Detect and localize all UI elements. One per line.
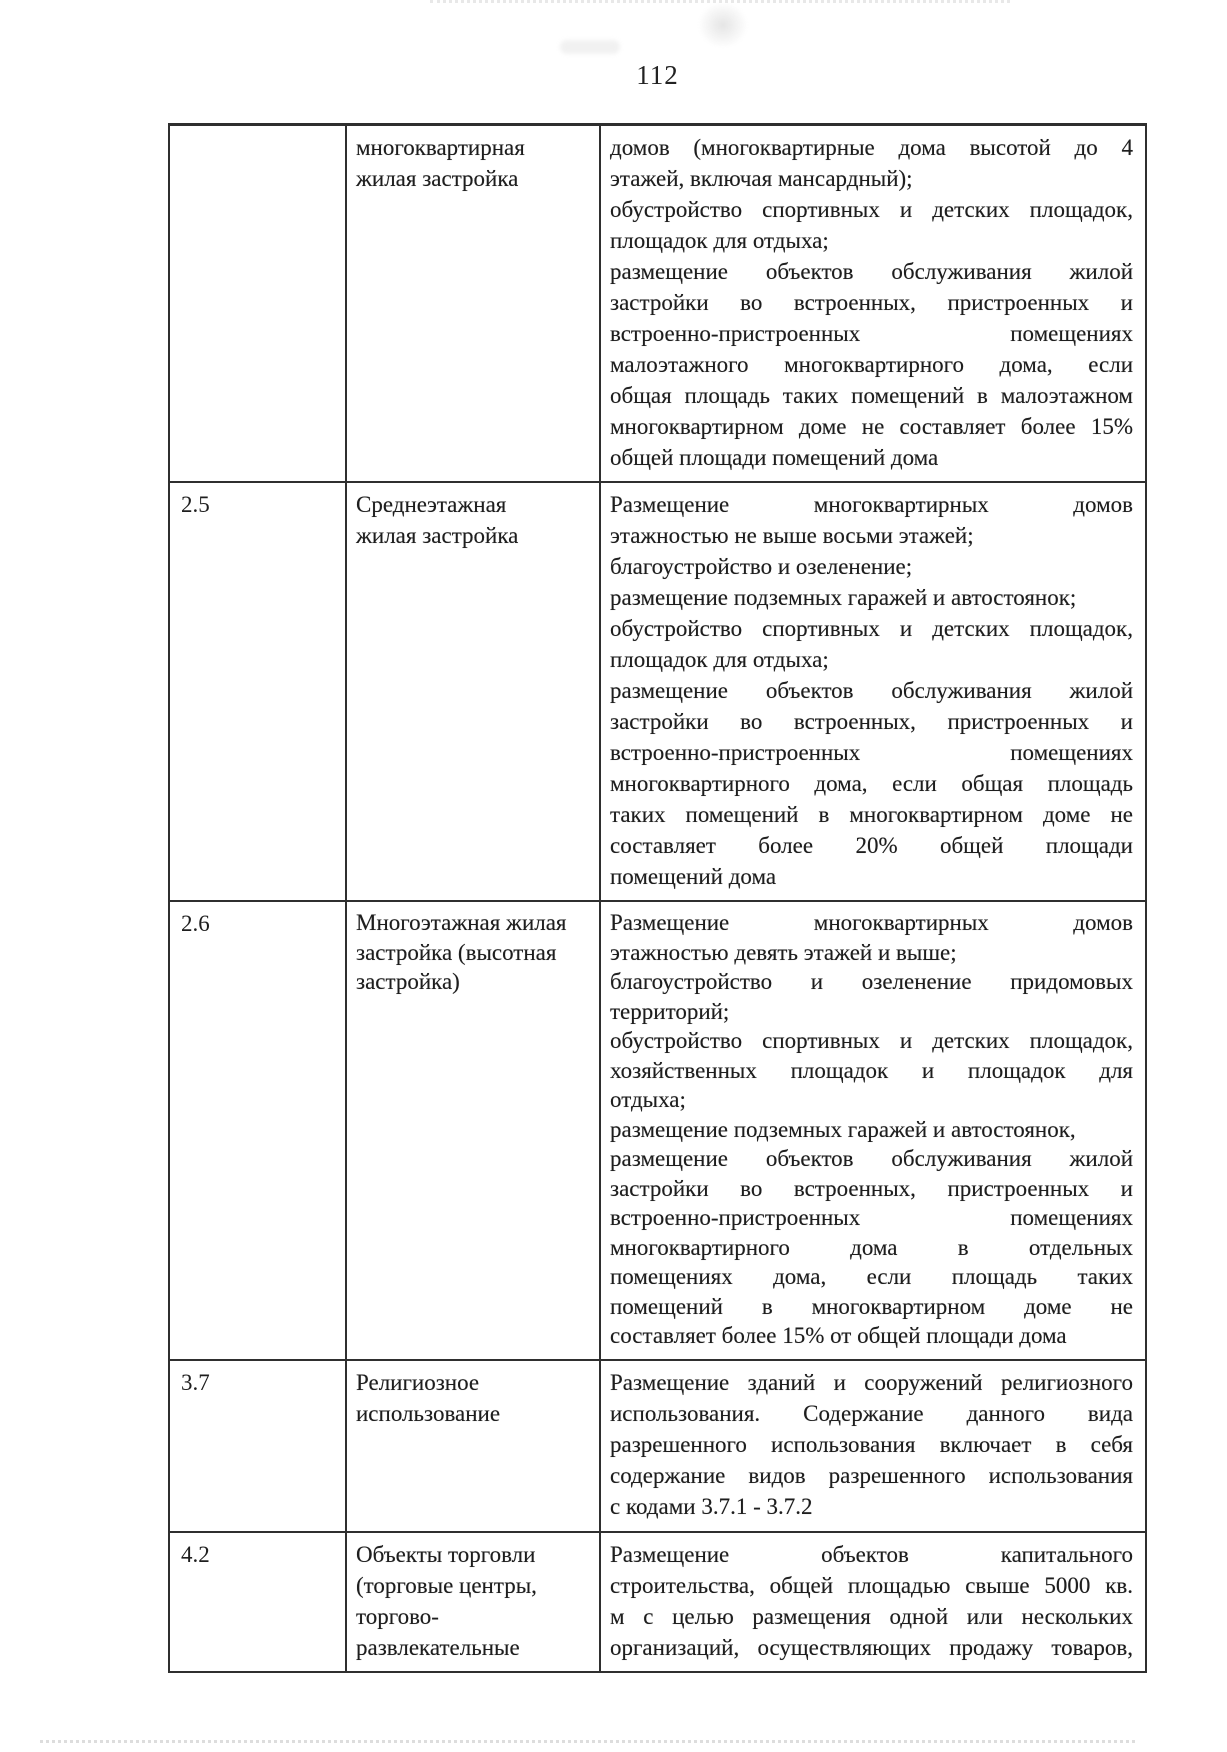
- description-line: строительства, общей площадью свыше 5000 кв.: [610, 1572, 1133, 1598]
- description-line: составляет более 20% общей площади: [610, 833, 1133, 858]
- table-row: [170, 483, 1145, 902]
- description-line: Размещение объектов капитального: [610, 1541, 1133, 1567]
- description-line: с кодами 3.7.1 - 3.7.2: [610, 1493, 813, 1519]
- description-line: этажей, включая мансардный);: [610, 166, 913, 191]
- description-line: составляет более 15% от общей площади дома: [610, 1323, 1067, 1348]
- description-line: использования. Содержание данного вида: [610, 1400, 1133, 1426]
- description-cell: [601, 1361, 1145, 1531]
- description-line: хозяйственных площадок и площадок для: [610, 1057, 1133, 1083]
- scan-artifact-top-line: [430, 0, 1010, 3]
- name-line: Религиозное: [356, 1369, 480, 1395]
- name-line: Среднеэтажная: [356, 492, 507, 517]
- table-row: [170, 126, 1145, 483]
- page-number: 112: [636, 60, 679, 90]
- description-line: помещений в многоквартирном доме не: [610, 1293, 1133, 1319]
- description-line: Размещение многоквартирных домов: [610, 492, 1133, 517]
- name-line: жилая застройка: [356, 523, 519, 548]
- description-line: общая площадь таких помещений в малоэтажном: [610, 383, 1133, 408]
- name-line: торгово-: [356, 1603, 439, 1629]
- scan-artifact-top-smudge-2: [560, 40, 620, 54]
- description-cell: [601, 902, 1145, 1359]
- description-line: благоустройство и озеленение придомовых: [610, 969, 1133, 994]
- description-line: разрешенного использования включает в себя: [610, 1431, 1133, 1457]
- description-line: многоквартирного дома в отдельных: [610, 1234, 1133, 1260]
- name-line: использование: [356, 1400, 501, 1426]
- name-cell: [347, 126, 601, 481]
- description-line: размещение объектов обслуживания жилой: [610, 1146, 1133, 1171]
- description-line: благоустройство и озеленение;: [610, 554, 913, 579]
- description-line: встроенно-пристроенных помещениях: [610, 740, 1133, 765]
- description-cell: [601, 483, 1145, 900]
- description-line: отдыха;: [610, 1087, 686, 1112]
- description-line: обустройство спортивных и детских площадок,: [610, 197, 1133, 222]
- table-row: [170, 902, 1145, 1361]
- table-row: [170, 1533, 1145, 1673]
- name-cell: [347, 1361, 601, 1531]
- description-line: застройки во встроенных, пристроенных и: [610, 709, 1133, 734]
- zoning-table: [168, 123, 1147, 1673]
- name-line: Многоэтажная жилая: [356, 910, 567, 935]
- description-line: организаций, осуществляющих продажу товаров,: [610, 1634, 1133, 1660]
- description-line: встроенно-пристроенных помещениях: [610, 1205, 1133, 1230]
- description-line: таких помещений в многоквартирном доме не: [610, 802, 1133, 827]
- name-line: застройка): [356, 969, 460, 994]
- name-cell: [347, 902, 601, 1359]
- name-line: многоквартирная: [356, 135, 525, 160]
- description-line: этажностью не выше восьми этажей;: [610, 523, 974, 548]
- code-cell: 3.7: [170, 1361, 347, 1531]
- description-line: домов (многоквартирные дома высотой до 4: [610, 135, 1133, 160]
- description-line: обустройство спортивных и детских площадок,: [610, 616, 1133, 641]
- description-line: площадок для отдыха;: [610, 228, 829, 253]
- name-line: развлекательные: [356, 1634, 520, 1660]
- description-line: помещениях дома, если площадь таких: [610, 1264, 1133, 1289]
- description-cell: [601, 126, 1145, 481]
- name-line: (торговые центры,: [356, 1572, 537, 1598]
- code-cell: 2.6: [170, 902, 347, 1359]
- description-line: размещение подземных гаражей и автостоянок;: [610, 585, 1077, 610]
- code-cell: [170, 126, 347, 481]
- description-line: Размещение многоквартирных домов: [610, 910, 1133, 935]
- name-cell: [347, 483, 601, 900]
- description-line: содержание видов разрешенного использования: [610, 1462, 1133, 1488]
- name-cell: [347, 1533, 601, 1671]
- name-line: жилая застройка: [356, 166, 519, 191]
- description-line: помещений дома: [610, 864, 777, 889]
- description-line: многоквартирного дома, если общая площадь: [610, 771, 1133, 796]
- scan-artifact-top-smudge: [698, 2, 748, 48]
- name-line: застройка (высотная: [356, 939, 557, 965]
- description-line: этажностью девять этажей и выше;: [610, 939, 957, 965]
- description-line: размещение подземных гаражей и автостоянок,: [610, 1116, 1076, 1142]
- description-line: размещение объектов обслуживания жилой: [610, 259, 1133, 284]
- code-cell: 2.5: [170, 483, 347, 900]
- description-line: встроенно-пристроенных помещениях: [610, 321, 1133, 346]
- code-cell: 4.2: [170, 1533, 347, 1671]
- description-line: Размещение зданий и сооружений религиозного: [610, 1369, 1133, 1395]
- description-line: м с целью размещения одной или нескольких: [610, 1603, 1133, 1629]
- description-line: обустройство спортивных и детских площадок,: [610, 1028, 1133, 1053]
- name-line: Объекты торговли: [356, 1541, 536, 1567]
- description-line: застройки во встроенных, пристроенных и: [610, 290, 1133, 315]
- description-line: территорий;: [610, 998, 730, 1024]
- description-line: малоэтажного многоквартирного дома, если: [610, 352, 1133, 377]
- description-line: общей площади помещений дома: [610, 445, 939, 470]
- description-cell: [601, 1533, 1145, 1671]
- description-line: размещение объектов обслуживания жилой: [610, 678, 1133, 703]
- scan-artifact-bottom-line: [40, 1740, 1135, 1743]
- description-line: застройки во встроенных, пристроенных и: [610, 1175, 1133, 1201]
- table-row: [170, 1361, 1145, 1533]
- description-line: площадок для отдыха;: [610, 647, 829, 672]
- description-line: многоквартирном доме не составляет более 15%: [610, 414, 1133, 439]
